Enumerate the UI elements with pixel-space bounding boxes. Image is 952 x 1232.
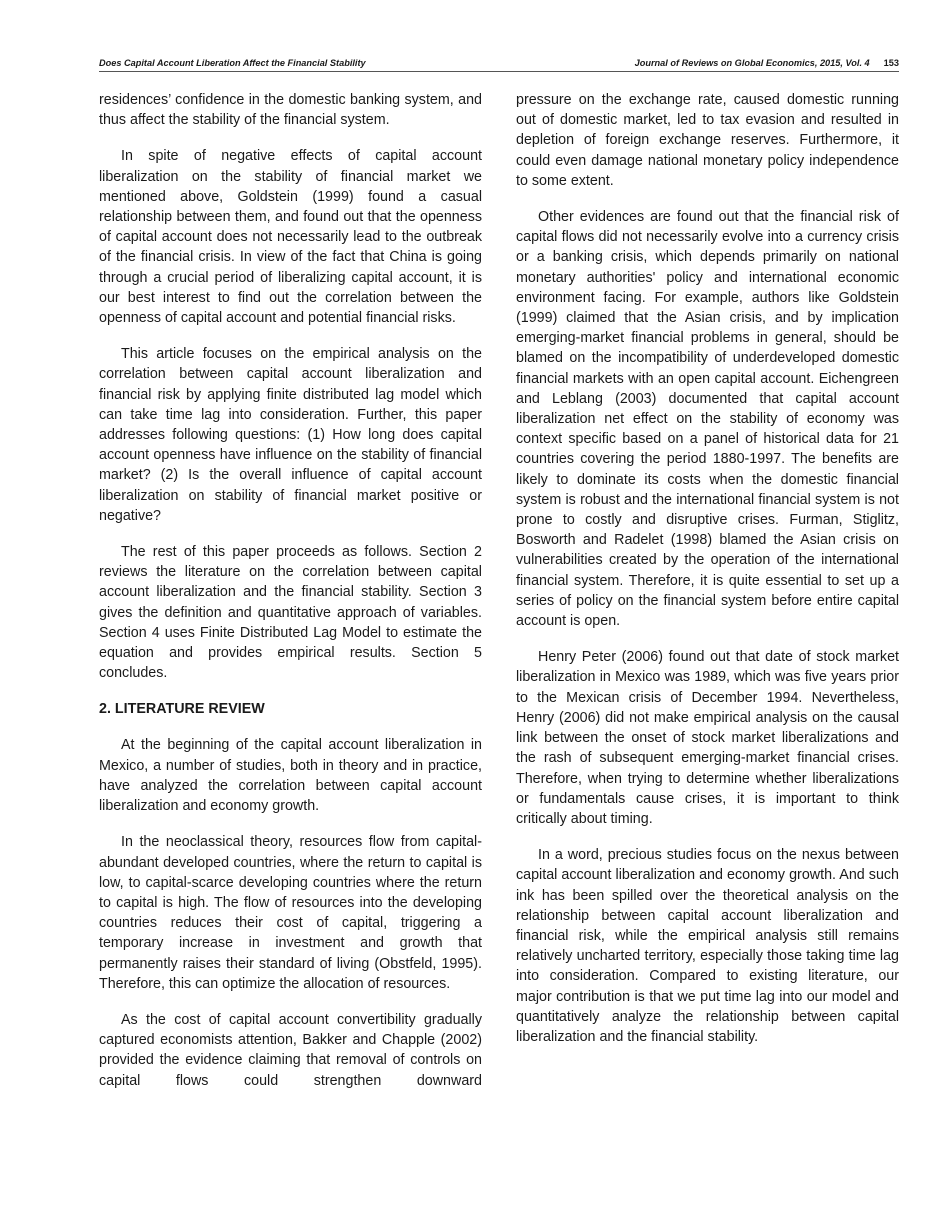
paragraph: Other evidences are found out that the financial risk of capital flows did not necessarily evolve into a currency crisis or a banking crisis, which depends primarily on national monetary authorities' policy and international economic environment facing. For example, authors like Goldstein (1999) claimed that the Asian crisis, and by implication emerging-market financial problems in general, should be blamed on the incompatibility of underdeveloped domestic financial markets with an open capital account. Eichengreen and Leblang (2003) documented that capital account liberalization net effect on the stability of economy was context specific based on a panel of historical data for 21 countries covering the period 1880-1997. The benefits are likely to dominate its costs when the domestic financial system is robust and the international financial system is not prone to costly and disruptive crises. Furman, Stiglitz, Bosworth and Radelet (1998) blamed the Asian crisis on vulnerabilities created by the operation of the international financial system. Therefore, it is quite essential to set up a series of policy on the financial system before entire capital account is open. (516, 209, 899, 630)
page-number: 153 (883, 58, 899, 68)
left-column (99, 90, 482, 1107)
running-header (99, 58, 899, 72)
paragraph: In spite of negative effects of capital account liberalization on the stability of financial market we mentioned above, Goldstein (1999) found a casual relationship between them, and found out that the openness of capital account does not necessarily lead to the outbreak of the financial crisis. In view of the fact that China is going through a crucial period of liberalizing capital account, it is our best interest to find out the correlation between the openness of capital account and potential financial risks. (99, 148, 482, 327)
running-title: Does Capital Account Liberation Affect the Financial Stability (99, 58, 366, 68)
paragraph: In a word, precious studies focus on the nexus between capital account liberalization and economy growth. And such ink has been spilled over the theoretical analysis on the relationship between capital account liberalization and financial risk, while the empirical analysis still remains relatively uncharted territory, especially those taking time lag into consideration. Compared to existing literature, our major contribution is that we put time lag into our model and quantitatively analyze the relationship between capital liberalization and the financial stability. (516, 847, 899, 1045)
right-column (516, 90, 899, 1063)
paragraph: As the cost of capital account convertibility gradually captured economists attention, Bakker and Chapple (2002) provided the evidence claiming that removal of controls on capital flows could strengthen downward (99, 1011, 482, 1089)
paragraph: Henry Peter (2006) found out that date of stock market liberalization in Mexico was 1989, which was five years prior to the Mexican crisis of December 1994. Nevertheless, Henry (2006) did not make empirical analysis on the causal link between the onset of stock market liberalizations and the rash of subsequent emerging-market financial crises. Therefore, when trying to determine whether liberalizations or fundamentals cause crises, it is important to think critically about timing. (516, 649, 899, 827)
paragraph-continued: residences’ confidence in the domestic banking system, and thus affect the stability of the financial system. (99, 92, 482, 129)
paragraph: At the beginning of the capital account liberalization in Mexico, a number of studies, both in theory and in practice, have analyzed the correlation between capital account liberalization and economy growth. (99, 737, 482, 815)
paragraph: The rest of this paper proceeds as follows. Section 2 reviews the literature on the correlation between capital account liberalization and the financial stability. Section 3 gives the definition and quantitative approach of variables. Section 4 uses Finite Distributed Lag Model to estimate the equation and provides empirical results. Section 5 concludes. (99, 544, 482, 682)
paragraph-continued: pressure on the exchange rate, caused domestic running out of domestic market, led to tax evasion and resulted in depletion of foreign exchange reserves. Furthermore, it could even damage national monetary policy independence to some extent. (516, 92, 899, 189)
paragraph: This article focuses on the empirical analysis on the correlation between capital account liberalization and financial risk by applying finite distributed lag model which can take time lag into consideration. Further, this paper addresses following questions: (1) How long does capital account openness have influence on the stability of financial market? (2) Is the overall influence of capital account liberalization on stability of financial market positive or negative? (99, 346, 482, 524)
journal-name: Journal of Reviews on Global Economics, 2015, Vol. 4 (634, 58, 870, 68)
section-heading: 2. LITERATURE REVIEW (99, 701, 265, 718)
journal-info (635, 58, 899, 68)
paragraph: In the neoclassical theory, resources flow from capital-abundant developed countries, where the return to capital is low, to capital-scarce developing countries where the return to capital is high. The flow of resources into the developing countries reduces their cost of capital, triggering a temporary increase in investment and growth that permanently raises their standard of living (Obstfeld, 1995). Therefore, this can optimize the allocation of resources. (99, 834, 482, 992)
